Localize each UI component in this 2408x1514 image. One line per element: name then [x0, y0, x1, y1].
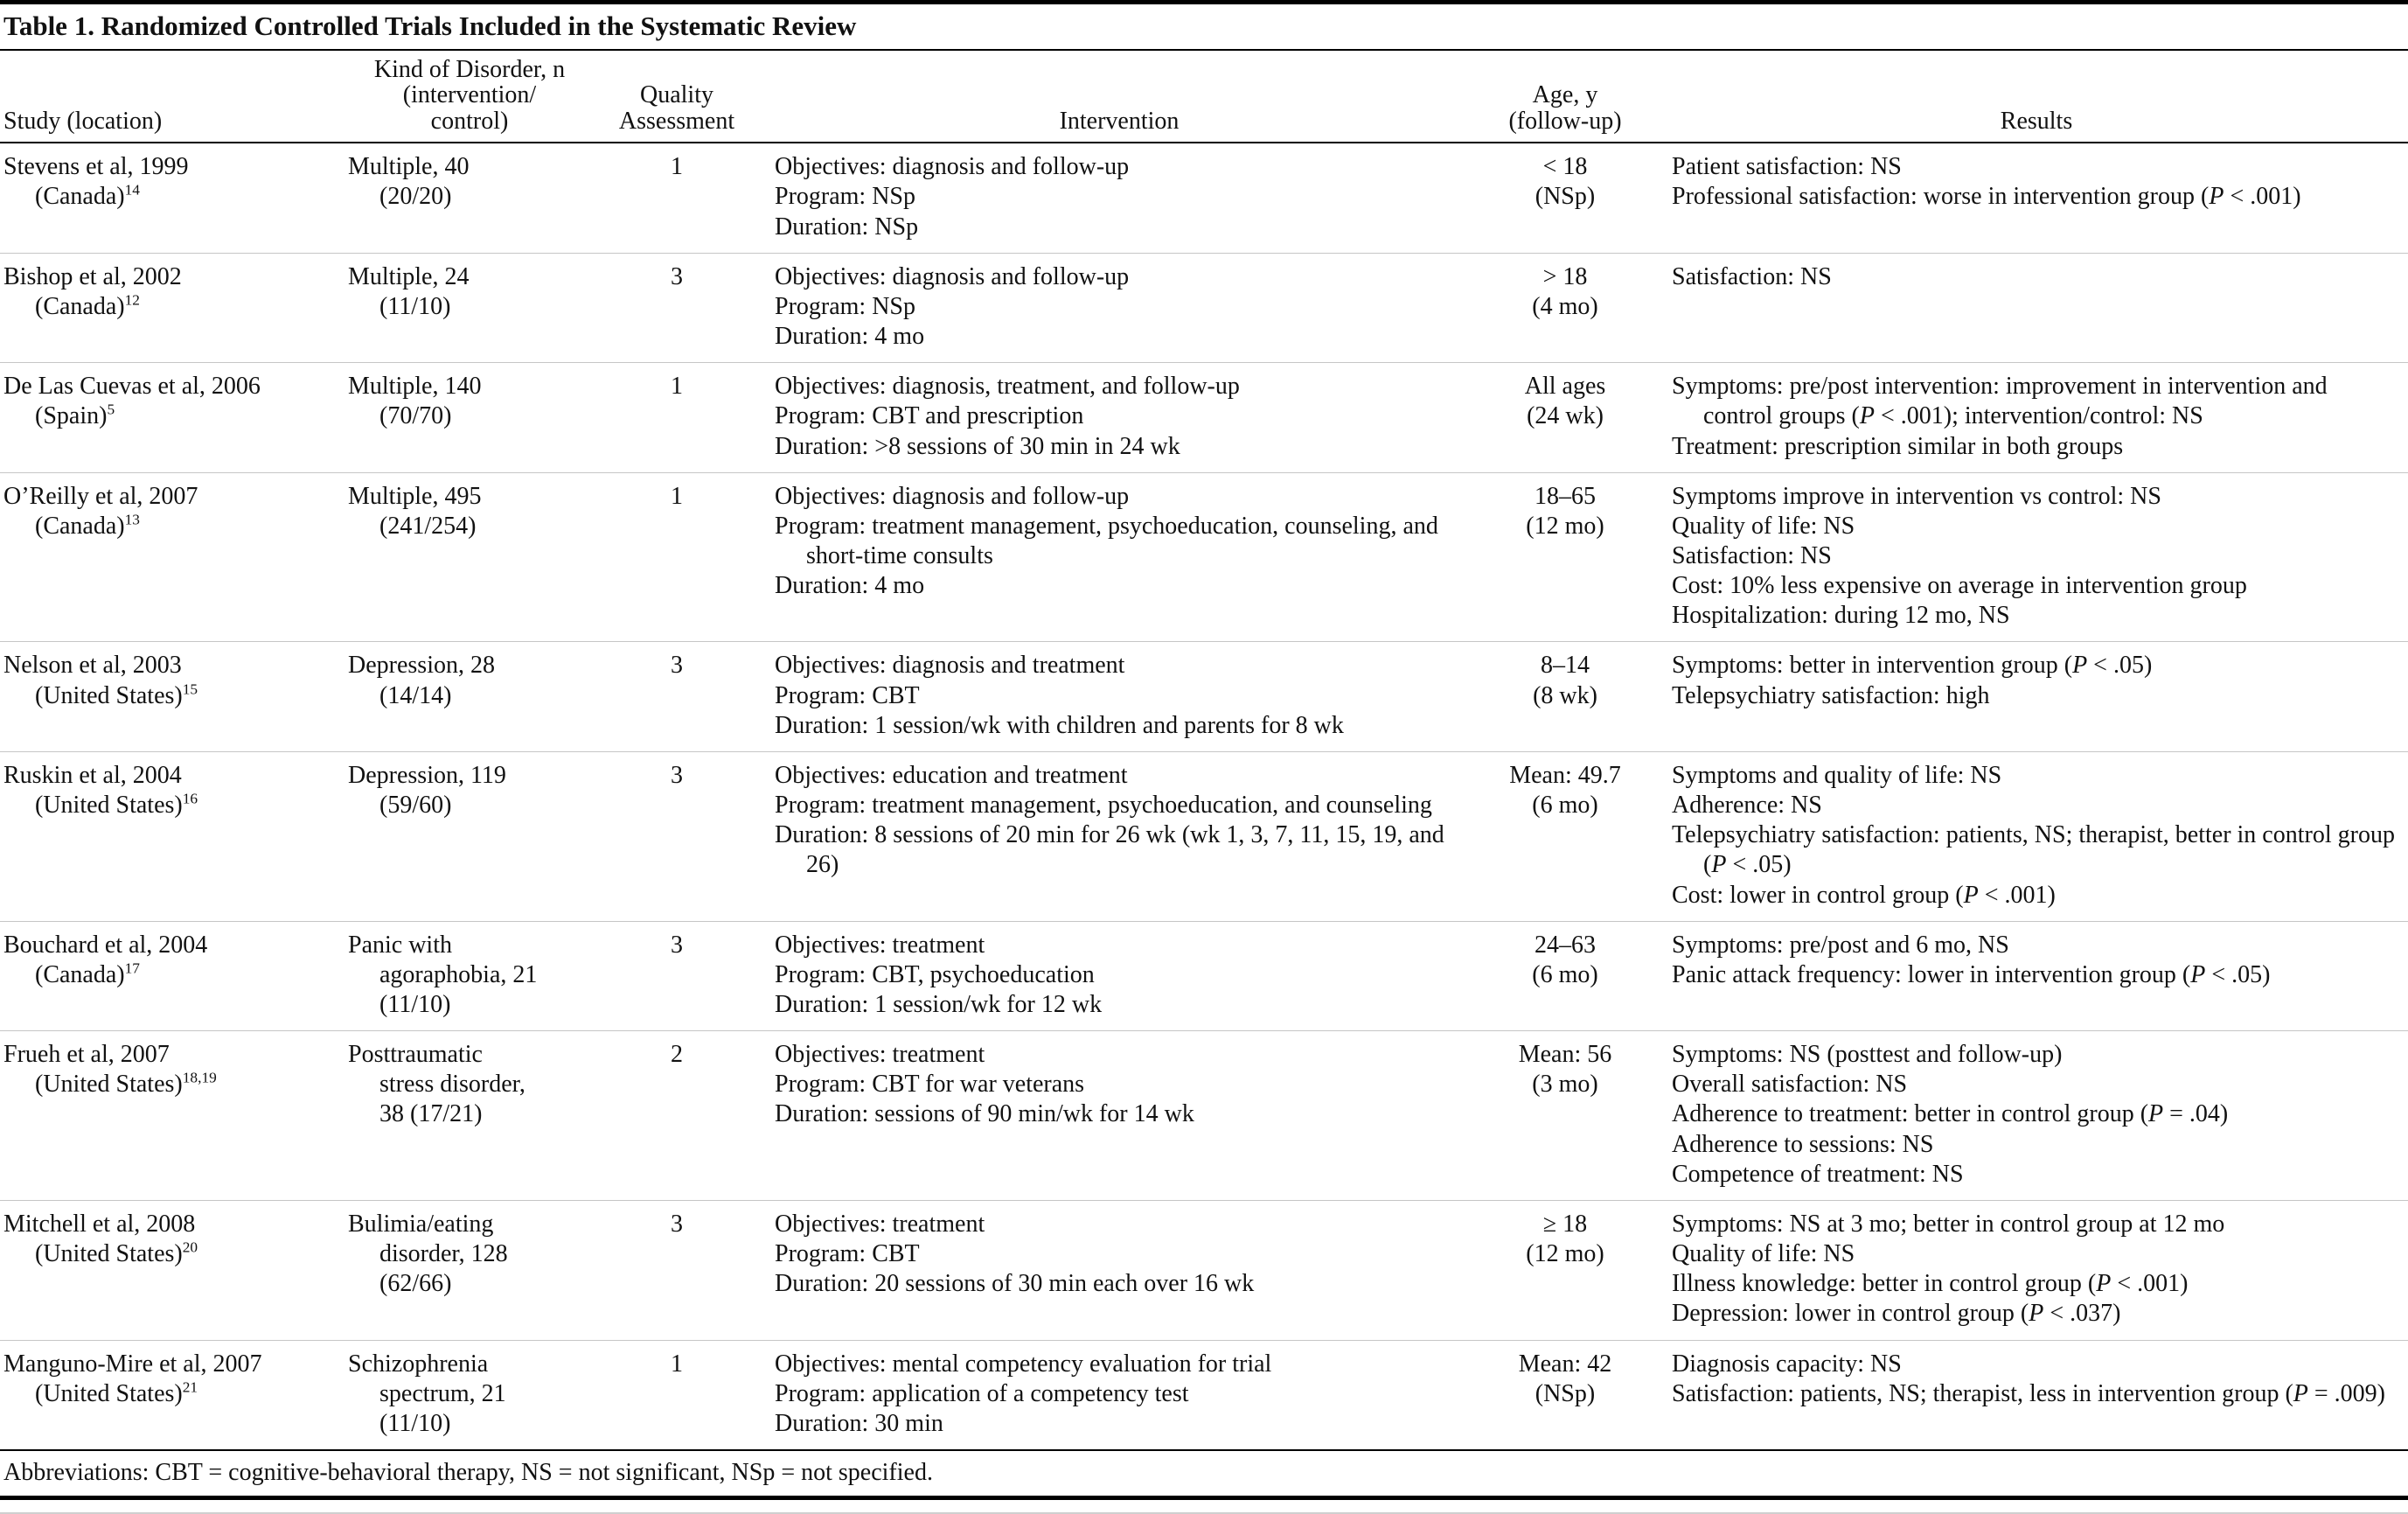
col-header-line: (intervention/ [402, 81, 537, 109]
text-line: 8–14 [1541, 652, 1590, 680]
text-line: Satisfaction: NS [1672, 262, 1832, 290]
cell-intervention [755, 1341, 1472, 1449]
cell-study-location [0, 1031, 344, 1200]
table-row [0, 1341, 2408, 1449]
col-header-line: Age, y [1532, 81, 1598, 109]
cell-kind-of-disorder [344, 1031, 598, 1200]
cell-kind-of-disorder [344, 363, 598, 471]
text-line: Diagnosis capacity: NS [1672, 1350, 1902, 1378]
text-line: Bulimia/eating [348, 1210, 494, 1238]
table-row [0, 922, 2408, 1031]
reference-superscript: 14 [124, 182, 140, 199]
cell-kind-of-disorder [344, 1341, 598, 1449]
text-line: O’Reilly et al, 2007 [3, 482, 198, 510]
cell-results [1658, 363, 2408, 471]
text-line: Objectives: education and treatment [775, 761, 1128, 789]
col-header-study-location [0, 51, 344, 142]
text-line: (11/10) [379, 292, 451, 320]
text-line: Multiple, 495 [348, 482, 482, 510]
cell-intervention [755, 752, 1472, 921]
text-line: Symptoms: NS (posttest and follow-up) [1672, 1041, 2063, 1069]
text-line: Symptoms: NS at 3 mo; better in control group at 12 mo [1672, 1210, 2225, 1238]
col-header-line: Intervention [1059, 107, 1180, 135]
table-row [0, 752, 2408, 922]
text-line: Hospitalization: during 12 mo, NS [1672, 602, 2010, 630]
text-line: Nelson et al, 2003 [3, 652, 182, 680]
text-line: Panic with [348, 931, 452, 959]
text-line: Quality of life: NS [1672, 512, 1855, 540]
text-line: (241/254) [379, 512, 477, 540]
text-line: (11/10) [379, 991, 451, 1019]
text-line: 3 [671, 652, 683, 680]
text-line: Duration: >8 sessions of 30 min in 24 wk [775, 432, 1180, 460]
text-line: Duration: NSp [775, 213, 919, 241]
text-line: Program: CBT [775, 1240, 920, 1268]
text-line: Professional satisfaction: worse in intervention group (P < .001) [1672, 183, 2301, 211]
text-line: Objectives: mental competency evaluation for trial [775, 1350, 1272, 1378]
cell-intervention [755, 1031, 1472, 1200]
text-line: Bouchard et al, 2004 [3, 931, 208, 959]
text-line: Objectives: diagnosis, treatment, and follow-up [775, 373, 1240, 401]
text-line: Competence of treatment: NS [1672, 1160, 1964, 1188]
reference-superscript: 18,19 [182, 1070, 217, 1086]
cell-kind-of-disorder [344, 752, 598, 921]
text-line: Stevens et al, 1999 [3, 153, 189, 181]
text-line: (United States)$^{21}$ [35, 1378, 198, 1407]
cell-quality-assessment [598, 1201, 755, 1340]
text-line: Program: CBT, psychoeducation [775, 960, 1095, 988]
cell-study-location [0, 642, 344, 750]
text-line: Depression, 119 [348, 761, 506, 789]
cell-intervention [755, 1201, 1472, 1340]
text-line: (NSp) [1535, 1379, 1596, 1407]
cell-age-followup [1472, 922, 1658, 1030]
text-line: Objectives: diagnosis and follow-up [775, 482, 1130, 510]
text-line: (6 mo) [1532, 792, 1598, 820]
cell-study-location [0, 143, 344, 252]
cell-quality-assessment [598, 363, 755, 471]
text-line: (Canada)$^{14}$ [35, 182, 140, 211]
text-line: Telepsychiatry satisfaction: high [1672, 681, 1990, 709]
col-header-results [1658, 51, 2408, 142]
reference-superscript: 21 [182, 1378, 198, 1396]
reference-superscript: 5 [107, 401, 115, 419]
cell-study-location [0, 363, 344, 471]
text-line: Cost: 10% less expensive on average in intervention group [1672, 572, 2247, 600]
col-header-line: control) [430, 107, 509, 135]
text-line: agoraphobia, 21 [379, 960, 538, 988]
text-line: Program: application of a competency test [775, 1379, 1189, 1407]
text-line: (62/66) [379, 1270, 452, 1298]
cell-quality-assessment [598, 642, 755, 750]
text-line: Multiple, 140 [348, 373, 482, 401]
text-line: Satisfaction: patients, NS; therapist, less in intervention group (P = .009) [1672, 1379, 2386, 1407]
cell-age-followup [1472, 473, 1658, 642]
cell-study-location [0, 473, 344, 642]
col-header-line: (follow-up) [1508, 107, 1622, 135]
text-line: (United States)$^{18,19}$ [35, 1070, 217, 1099]
text-line: < 18 [1542, 153, 1588, 181]
text-line: Panic attack frequency: lower in intervention group (P < .05) [1672, 960, 2271, 988]
col-header-line: Kind of Disorder, n [373, 56, 566, 84]
text-line: 1 [671, 373, 683, 401]
text-line: Illness knowledge: better in control group (P < .001) [1672, 1270, 2189, 1298]
col-header-quality-assessment [598, 51, 755, 142]
text-line: Duration: 8 sessions of 20 min for 26 wk (wk 1, 3, 7, 11, 15, 19, and 26) [775, 821, 1444, 879]
cell-intervention [755, 254, 1472, 362]
cell-age-followup [1472, 363, 1658, 471]
text-line: De Las Cuevas et al, 2006 [3, 373, 261, 401]
text-line: Depression, 28 [348, 652, 495, 680]
cell-age-followup [1472, 1201, 1658, 1340]
table-row [0, 1031, 2408, 1201]
col-header-line: Study (location) [3, 107, 163, 135]
text-line: spectrum, 21 [379, 1379, 506, 1407]
text-line: 3 [671, 931, 683, 959]
text-line: Depression: lower in control group (P < .037) [1672, 1300, 2121, 1328]
text-line: (United States)$^{20}$ [35, 1238, 198, 1268]
table-row [0, 473, 2408, 643]
reference-superscript: 13 [124, 511, 140, 528]
abbreviations-footnote: Abbreviations: CBT = cognitive-behavioral therapy, NS = not significant, NSp = not specified. [0, 1449, 2408, 1500]
cell-study-location [0, 1201, 344, 1340]
text-line: ≥ 18 [1542, 1210, 1588, 1238]
text-line: 2 [671, 1041, 683, 1069]
col-header-kind-of-disorder [344, 51, 598, 142]
text-line: Program: CBT for war veterans [775, 1071, 1085, 1099]
cell-intervention [755, 143, 1472, 252]
text-line: Objectives: treatment [775, 1041, 985, 1069]
text-line: (Canada)$^{12}$ [35, 291, 140, 320]
cell-quality-assessment [598, 1031, 755, 1200]
col-header-line: Assessment [618, 107, 735, 135]
text-line: Objectives: treatment [775, 1210, 985, 1238]
col-header-age-followup [1472, 51, 1658, 142]
text-line: (8 wk) [1533, 681, 1597, 709]
text-line: All ages [1524, 373, 1606, 401]
text-line: Telepsychiatry satisfaction: patients, NS; therapist, better in control group (P < .05) [1672, 821, 2395, 879]
text-line: Manguno-Mire et al, 2007 [3, 1350, 262, 1378]
text-line: (12 mo) [1526, 512, 1604, 540]
col-header-line: Quality [640, 81, 713, 109]
text-line: (14/14) [379, 681, 452, 709]
text-line: 1 [671, 153, 683, 181]
cell-results [1658, 752, 2408, 921]
text-line: 24–63 [1535, 931, 1596, 959]
cell-quality-assessment [598, 254, 755, 362]
reference-superscript: 15 [182, 680, 198, 698]
text-line: Cost: lower in control group (P < .001) [1672, 881, 2056, 909]
cell-kind-of-disorder [344, 254, 598, 362]
text-line: Program: NSp [775, 292, 915, 320]
cell-intervention [755, 473, 1472, 642]
text-line: Program: treatment management, psychoeducation, and counseling [775, 792, 1432, 820]
text-line: Objectives: diagnosis and follow-up [775, 262, 1130, 290]
text-line: (Canada)$^{13}$ [35, 511, 140, 540]
reference-superscript: 16 [182, 790, 198, 807]
text-line: (United States)$^{15}$ [35, 680, 198, 709]
text-line: Symptoms: pre/post intervention: improvement in intervention and control groups (P < .001); intervention/control: NS [1672, 373, 2328, 430]
text-line: Mean: 49.7 [1509, 761, 1621, 789]
table-row [0, 642, 2408, 751]
text-line: Posttraumatic [348, 1041, 483, 1069]
text-line: Duration: 1 session/wk for 12 wk [775, 991, 1103, 1019]
text-line: > 18 [1542, 262, 1588, 290]
text-line: Program: NSp [775, 183, 915, 211]
text-line: (Canada)$^{17}$ [35, 959, 140, 988]
text-line: Symptoms: pre/post and 6 mo, NS [1672, 931, 2009, 959]
text-line: (12 mo) [1526, 1240, 1604, 1268]
text-line: Program: treatment management, psychoeducation, counseling, and short-time consults [775, 512, 1438, 569]
cell-results [1658, 922, 2408, 1030]
cell-kind-of-disorder [344, 922, 598, 1030]
table-row [0, 363, 2408, 472]
text-line: 18–65 [1535, 482, 1596, 510]
cell-quality-assessment [598, 922, 755, 1030]
cell-study-location [0, 752, 344, 921]
text-line: (11/10) [379, 1409, 451, 1437]
cell-results [1658, 1031, 2408, 1200]
text-line: disorder, 128 [379, 1240, 508, 1268]
text-line: (NSp) [1535, 183, 1596, 211]
text-line: (3 mo) [1532, 1071, 1598, 1099]
page-bottom-rule [0, 1512, 2408, 1514]
cell-results [1658, 473, 2408, 642]
reference-superscript: 17 [124, 959, 140, 977]
text-line: Objectives: diagnosis and follow-up [775, 153, 1130, 181]
reference-superscript: 12 [124, 291, 140, 309]
cell-quality-assessment [598, 473, 755, 642]
table-row [0, 143, 2408, 253]
cell-age-followup [1472, 752, 1658, 921]
text-line: Program: CBT [775, 681, 920, 709]
table-title: Table 1. Randomized Controlled Trials Included in the Systematic Review [0, 4, 2408, 51]
text-line: 3 [671, 761, 683, 789]
text-line: (4 mo) [1532, 292, 1598, 320]
text-line: (Spain)$^5$ [35, 401, 115, 430]
reference-superscript: 20 [182, 1238, 198, 1256]
text-line: 38 (17/21) [379, 1100, 483, 1128]
text-line: Ruskin et al, 2004 [3, 761, 182, 789]
text-line: Bishop et al, 2002 [3, 262, 182, 290]
cell-intervention [755, 642, 1472, 750]
cell-kind-of-disorder [344, 143, 598, 252]
text-line: Adherence to treatment: better in control group (P = .04) [1672, 1100, 2229, 1128]
text-line: Satisfaction: NS [1672, 541, 1832, 569]
table-header-row [0, 51, 2408, 143]
text-line: Adherence: NS [1672, 792, 1822, 820]
cell-study-location [0, 1341, 344, 1449]
col-header-line: Results [2000, 107, 2073, 135]
text-line: (70/70) [379, 402, 452, 430]
cell-study-location [0, 922, 344, 1030]
col-header-intervention [755, 51, 1472, 142]
cell-kind-of-disorder [344, 473, 598, 642]
text-line: stress disorder, [379, 1071, 525, 1099]
text-line: Patient satisfaction: NS [1672, 153, 1902, 181]
text-line: (United States)$^{16}$ [35, 790, 198, 820]
text-line: Mean: 42 [1518, 1350, 1612, 1378]
text-line: 1 [671, 1350, 683, 1378]
cell-age-followup [1472, 143, 1658, 252]
cell-results [1658, 1341, 2408, 1449]
text-line: (20/20) [379, 183, 452, 211]
cell-age-followup [1472, 1341, 1658, 1449]
table-body [0, 143, 2408, 1449]
text-line: Multiple, 40 [348, 153, 470, 181]
text-line: Symptoms improve in intervention vs control: NS [1672, 482, 2161, 510]
cell-age-followup [1472, 254, 1658, 362]
text-line: Symptoms: better in intervention group (P < .05) [1672, 652, 2153, 680]
cell-kind-of-disorder [344, 1201, 598, 1340]
text-line: (6 mo) [1532, 960, 1598, 988]
text-line: Duration: sessions of 90 min/wk for 14 wk [775, 1100, 1194, 1128]
text-line: Duration: 30 min [775, 1409, 943, 1437]
text-line: Adherence to sessions: NS [1672, 1130, 1934, 1158]
text-line: Duration: 1 session/wk with children and parents for 8 wk [775, 711, 1344, 739]
text-line: Mean: 56 [1518, 1041, 1612, 1069]
text-line: Symptoms and quality of life: NS [1672, 761, 2002, 789]
text-line: (59/60) [379, 792, 452, 820]
text-line: (24 wk) [1527, 402, 1604, 430]
text-line: 3 [671, 262, 683, 290]
text-line: Multiple, 24 [348, 262, 470, 290]
cell-quality-assessment [598, 752, 755, 921]
cell-study-location [0, 254, 344, 362]
table-row [0, 1201, 2408, 1341]
col-header-block [348, 57, 591, 134]
cell-quality-assessment [598, 1341, 755, 1449]
text-line: Duration: 4 mo [775, 572, 925, 600]
text-line: Quality of life: NS [1672, 1240, 1855, 1268]
text-line: Overall satisfaction: NS [1672, 1071, 1908, 1099]
cell-quality-assessment [598, 143, 755, 252]
cell-intervention [755, 922, 1472, 1030]
text-line: 3 [671, 1210, 683, 1238]
text-line: Duration: 4 mo [775, 323, 925, 351]
cell-age-followup [1472, 1031, 1658, 1200]
text-line: Schizophrenia [348, 1350, 489, 1378]
cell-results [1658, 254, 2408, 362]
cell-results [1658, 143, 2408, 252]
cell-results [1658, 642, 2408, 750]
text-line: Program: CBT and prescription [775, 402, 1084, 430]
text-line: Objectives: treatment [775, 931, 985, 959]
text-line: 1 [671, 482, 683, 510]
text-line: Treatment: prescription similar in both groups [1672, 432, 2124, 460]
text-line: Frueh et al, 2007 [3, 1041, 170, 1069]
cell-age-followup [1472, 642, 1658, 750]
text-line: Duration: 20 sessions of 30 min each over 16 wk [775, 1270, 1255, 1298]
table-row [0, 254, 2408, 363]
text-line: Mitchell et al, 2008 [3, 1210, 196, 1238]
cell-results [1658, 1201, 2408, 1340]
cell-intervention [755, 363, 1472, 471]
cell-kind-of-disorder [344, 642, 598, 750]
text-line: Objectives: diagnosis and treatment [775, 652, 1125, 680]
